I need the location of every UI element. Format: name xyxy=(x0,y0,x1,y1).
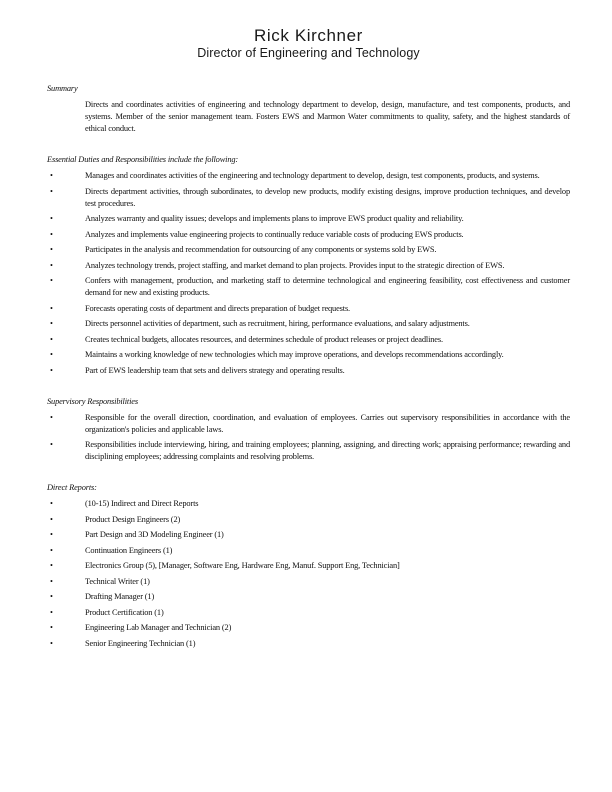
bullet-icon xyxy=(47,622,85,634)
bullet-icon xyxy=(47,229,85,241)
bullet-icon xyxy=(47,545,85,557)
duty-item: • Confers with management, production, and marketing staff to determine technological and engineering feasibility, cost effectiveness and customer demand for new and existing products. xyxy=(47,275,570,299)
direct-report-item: • (10-15) Indirect and Direct Reports xyxy=(47,498,570,510)
bullet-icon xyxy=(47,170,85,182)
section-duties xyxy=(47,154,570,377)
duty-item: • Directs personnel activities of department, such as recruitment, hiring, performance evaluations, and salary adjustments. xyxy=(47,318,570,330)
bullet-icon xyxy=(47,638,85,650)
duty-item: • Creates technical budgets, allocates resources, and determines schedule of product releases or project deadlines. xyxy=(47,334,570,346)
section-supervisory xyxy=(47,396,570,464)
bullet-icon xyxy=(47,244,85,256)
bullet-icon xyxy=(47,213,85,225)
bullet-icon xyxy=(47,498,85,510)
direct-report-item: • Product Design Engineers (2) xyxy=(47,514,570,526)
section-summary xyxy=(47,83,570,135)
supervisory-heading: Supervisory Responsibilities xyxy=(47,396,138,406)
duty-item: • Analyzes and implements value engineering projects to continually reduce variable costs of producing EWS products. xyxy=(47,229,570,241)
bullet-icon xyxy=(47,514,85,526)
bullet-icon xyxy=(47,275,85,299)
section-direct-reports xyxy=(47,482,570,650)
bullet-icon xyxy=(47,576,85,588)
direct-reports-heading: Direct Reports: xyxy=(47,483,97,492)
summary-heading: Summary xyxy=(47,84,78,93)
summary-paragraph: Directs and coordinates activities of engineering and technology department to develop, design, manufacture, and test components, products, and systems. Member of the senior management team. Fosters EWS and Marmon Water commitments to quality, safety, and the highest standards of ethical conduct. xyxy=(85,100,570,133)
bullet-icon xyxy=(47,334,85,346)
direct-report-item: • Continuation Engineers (1) xyxy=(47,545,570,557)
bullet-icon xyxy=(47,318,85,330)
duty-item: • Maintains a working knowledge of new technologies which may improve operations, and develops recommendations accordingly. xyxy=(47,349,570,361)
direct-report-item: • Product Certification (1) xyxy=(47,607,570,619)
person-name: Rick Kirchner xyxy=(254,26,363,45)
duties-heading: Essential Duties and Responsibilities include the following: xyxy=(47,155,239,164)
duty-item: • Analyzes technology trends, project staffing, and market demand to plan projects. Provides input to the strategic direction of EWS. xyxy=(47,260,570,272)
duty-item: • Manages and coordinates activities of the engineering and technology department to develop, design, test components, products, and systems. xyxy=(47,170,570,182)
bullet-icon xyxy=(47,349,85,361)
direct-report-item: • Technical Writer (1) xyxy=(47,576,570,588)
direct-report-item: • Engineering Lab Manager and Technician (2) xyxy=(47,622,570,634)
direct-reports-list xyxy=(47,498,570,650)
direct-report-item: • Senior Engineering Technician (1) xyxy=(47,638,570,650)
document-header xyxy=(47,26,570,61)
supervisory-item: • Responsible for the overall direction, coordination, and evaluation of employees. Carries out supervisory responsibilities in accordance with the organization's policies and applicable laws. xyxy=(47,412,570,436)
supervisory-item: • Responsibilities include interviewing, hiring, and training employees; planning, assigning, and directing work; appraising performance; rewarding and disciplining employees; addressing complaints and resolving problems. xyxy=(47,439,570,463)
supervisory-list xyxy=(47,412,570,464)
duty-item: • Part of EWS leadership team that sets and delivers strategy and operating results. xyxy=(47,365,570,377)
bullet-icon xyxy=(47,412,85,436)
direct-report-item: • Drafting Manager (1) xyxy=(47,591,570,603)
bullet-icon xyxy=(47,303,85,315)
duty-item: • Forecasts operating costs of department and directs preparation of budget requests. xyxy=(47,303,570,315)
duties-list xyxy=(47,170,570,377)
bullet-icon xyxy=(47,186,85,210)
job-title: Director of Engineering and Technology xyxy=(197,46,420,60)
bullet-icon xyxy=(47,439,85,463)
duty-item: • Analyzes warranty and quality issues; develops and implements plans to improve EWS product quality and reliability. xyxy=(47,213,570,225)
duty-item: • Directs department activities, through subordinates, to develop new products, modify existing designs, improve production techniques, and develop test procedures. xyxy=(47,186,570,210)
bullet-icon xyxy=(47,365,85,377)
bullet-icon xyxy=(47,560,85,572)
direct-report-item: • Part Design and 3D Modeling Engineer (1) xyxy=(47,529,570,541)
bullet-icon xyxy=(47,260,85,272)
bullet-icon xyxy=(47,591,85,603)
bullet-icon xyxy=(47,607,85,619)
direct-report-item: • Electronics Group (5), [Manager, Software Eng, Hardware Eng, Manuf. Support Eng, Technician] xyxy=(47,560,570,572)
bullet-icon xyxy=(47,529,85,541)
duty-item: • Participates in the analysis and recommendation for outsourcing of any components or systems sold by EWS. xyxy=(47,244,570,256)
